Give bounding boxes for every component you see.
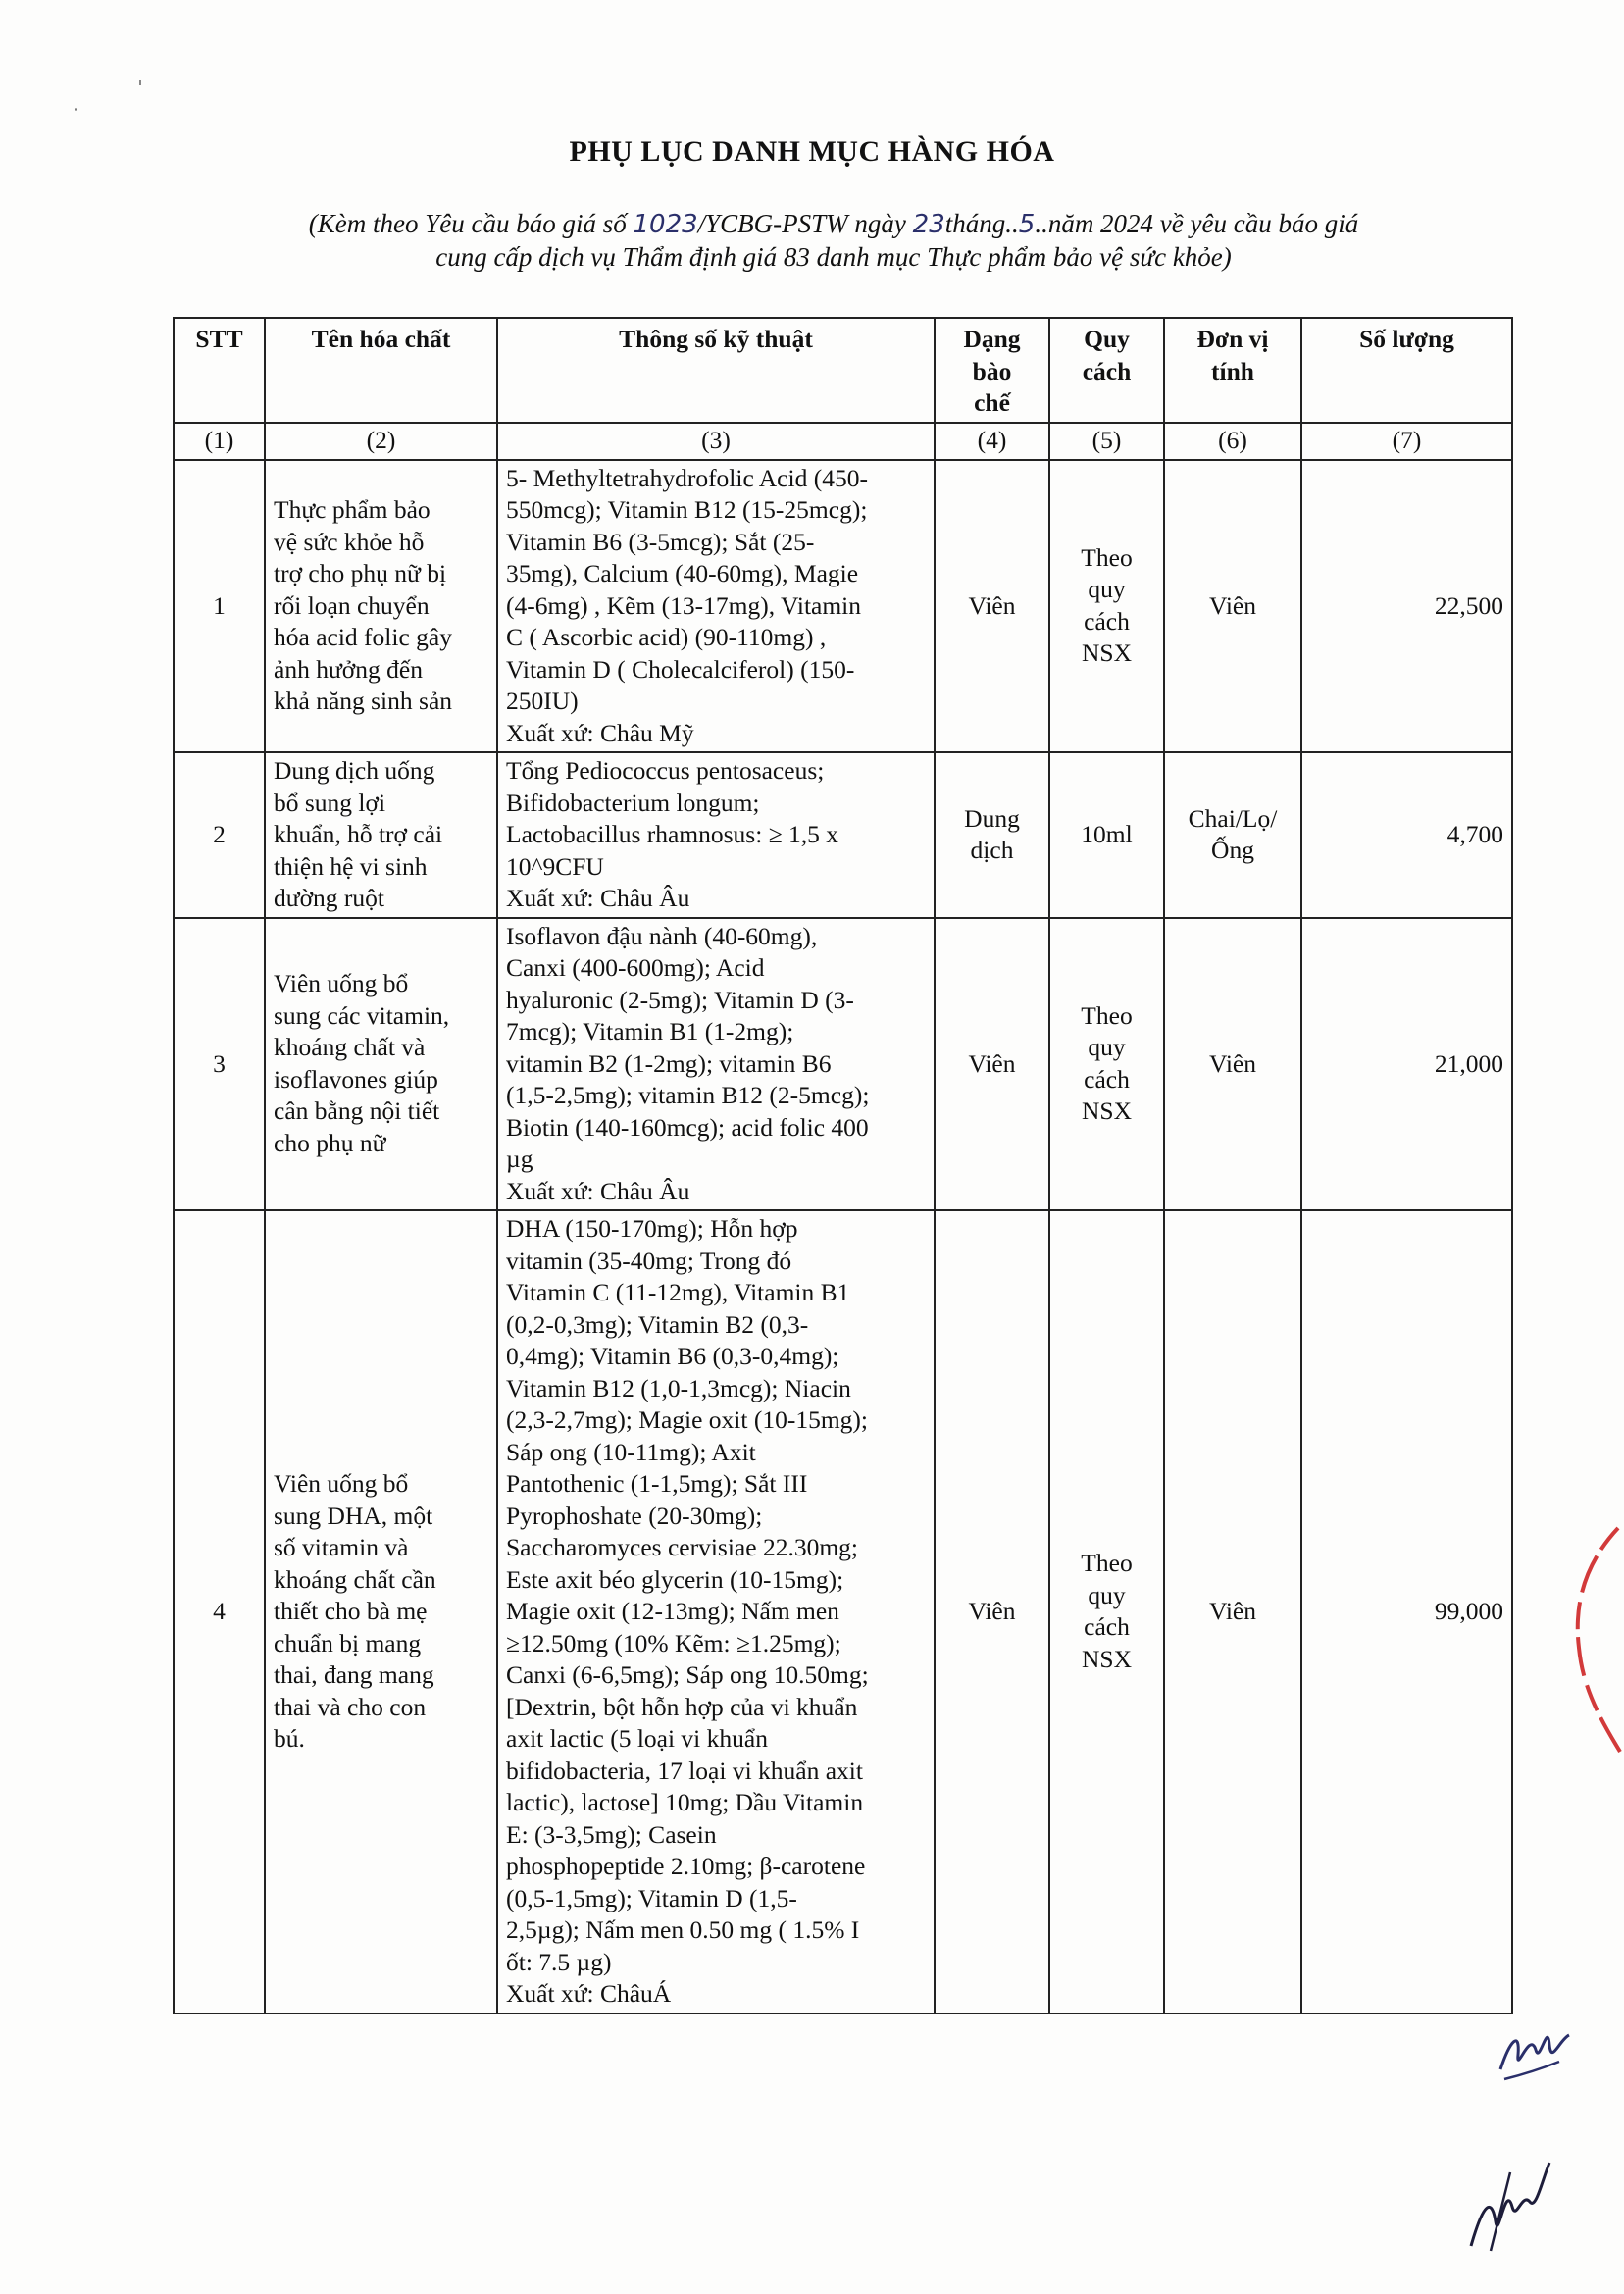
quantity: 21,000 bbox=[1301, 918, 1512, 1211]
technical-spec-line: Vitamin B12 (1,0-1,3mcg); Niacin bbox=[506, 1373, 851, 1402]
technical-spec-line: (1,5-2,5mg); vitamin B12 (2-5mcg); bbox=[506, 1081, 870, 1109]
handwritten-signature bbox=[1451, 2153, 1569, 2261]
table-row bbox=[174, 460, 1512, 753]
unit-line: Chai/Lọ/ bbox=[1188, 803, 1278, 833]
product-name-line: thai, đang mang bbox=[274, 1660, 434, 1689]
unit bbox=[1164, 1210, 1301, 2014]
product-name-line: hóa acid folic gây bbox=[274, 623, 452, 651]
dosage-form-line: Viên bbox=[968, 1597, 1016, 1625]
header-form-line: bào bbox=[972, 356, 1012, 385]
header-unit-line: Đơn vị bbox=[1196, 325, 1269, 353]
dosage-form bbox=[935, 1210, 1049, 2014]
product-name-line: isoflavones giúp bbox=[274, 1064, 438, 1094]
technical-spec-line: Lactobacillus rhamnosus: ≥ 1,5 x bbox=[506, 820, 839, 848]
row-stt: 4 bbox=[174, 1210, 265, 2014]
product-name-line: Viên uống bổ bbox=[274, 969, 409, 998]
packaging-line: Theo bbox=[1081, 1000, 1133, 1030]
header-form-line: Dạng bbox=[963, 325, 1021, 353]
packaging-line: quy bbox=[1088, 1580, 1126, 1609]
technical-spec-line: Tổng Pediococcus pentosaceus; bbox=[506, 756, 825, 785]
header-form-line: chế bbox=[974, 388, 1010, 417]
product-name-line: cân bằng nội tiết bbox=[274, 1096, 440, 1126]
packaging-line: Theo bbox=[1081, 542, 1133, 572]
product-name-line: khoáng chất và bbox=[274, 1033, 426, 1062]
dosage-form bbox=[935, 752, 1049, 918]
technical-spec bbox=[497, 1210, 935, 2014]
technical-spec-line: Sáp ong (10-11mg); Axit bbox=[506, 1437, 756, 1466]
technical-spec-line: [Dextrin, bột hỗn hợp của vi khuẩn bbox=[506, 1692, 858, 1721]
unit bbox=[1164, 460, 1301, 753]
technical-spec-line: ≥12.50mg (10% Kẽm: ≥1.25mg); bbox=[506, 1628, 841, 1657]
technical-spec-line: Canxi (400-600mg); Acid bbox=[506, 953, 765, 982]
dosage-form-line: Dung bbox=[964, 803, 1020, 833]
product-name-line: ảnh hưởng đến bbox=[274, 654, 423, 684]
packaging-line: cách bbox=[1084, 606, 1130, 636]
technical-spec-line: Saccharomyces cervisiae 22.30mg; bbox=[506, 1533, 858, 1561]
subtitle-suffix: ..năm 2024 về yêu cầu báo giá bbox=[1035, 209, 1359, 238]
packaging bbox=[1049, 918, 1164, 1211]
product-name-line: chuẩn bị mang bbox=[274, 1628, 422, 1657]
technical-spec-line: E: (3-3,5mg); Casein bbox=[506, 1819, 717, 1849]
dosage-form-line: dịch bbox=[970, 836, 1014, 865]
packaging bbox=[1049, 460, 1164, 753]
product-name bbox=[265, 1210, 497, 2014]
column-index: (1) bbox=[174, 423, 265, 460]
table-row bbox=[174, 752, 1512, 918]
packaging-line: cách bbox=[1084, 1612, 1130, 1642]
dosage-form-line: Viên bbox=[968, 590, 1016, 620]
column-index: (6) bbox=[1164, 423, 1301, 460]
header-pack-line: cách bbox=[1082, 356, 1132, 385]
column-index: (3) bbox=[497, 423, 935, 460]
product-name-line: khuẩn, hỗ trợ cải bbox=[274, 820, 443, 848]
header-qty: Số lượng bbox=[1301, 318, 1512, 423]
packaging-line: quy bbox=[1088, 1033, 1126, 1062]
quantity: 22,500 bbox=[1301, 460, 1512, 753]
dosage-form bbox=[935, 918, 1049, 1211]
technical-spec-line: C ( Ascorbic acid) (90-110mg) , bbox=[506, 623, 827, 651]
header-unit-line: tính bbox=[1211, 356, 1254, 385]
technical-spec-line: µg bbox=[506, 1145, 533, 1173]
product-name-line: thiện hệ vi sinh bbox=[274, 851, 428, 881]
packaging-line: 10ml bbox=[1081, 820, 1133, 848]
technical-spec-line: 0,4mg); Vitamin B6 (0,3-0,4mg); bbox=[506, 1342, 839, 1370]
header-spec: Thông số kỹ thuật bbox=[497, 318, 935, 423]
product-name-line: trợ cho phụ nữ bị bbox=[274, 559, 447, 587]
packaging-line: cách bbox=[1084, 1064, 1130, 1094]
handwritten-initials bbox=[1491, 2011, 1579, 2089]
table-row bbox=[174, 918, 1512, 1211]
technical-spec-line: Xuất xứ: Châu Âu bbox=[506, 1176, 690, 1205]
technical-spec-line: vitamin (35-40mg; Trong đó bbox=[506, 1246, 792, 1275]
dosage-form-line: Viên bbox=[968, 1048, 1016, 1078]
unit-line: Viên bbox=[1208, 1597, 1257, 1625]
technical-spec-line: (0,2-0,3mg); Vitamin B2 (0,3- bbox=[506, 1309, 809, 1339]
technical-spec bbox=[497, 752, 935, 918]
technical-spec-line: Magie oxit (12-13mg); Nấm men bbox=[506, 1597, 839, 1625]
row-stt: 3 bbox=[174, 918, 265, 1211]
technical-spec-line: Xuất xứ: ChâuÁ bbox=[506, 1979, 672, 2008]
technical-spec-line: Pyrophoshate (20-30mg); bbox=[506, 1501, 763, 1530]
technical-spec-line: phosphopeptide 2.10mg; β-carotene bbox=[506, 1852, 866, 1880]
red-seal-fragment bbox=[1559, 1520, 1624, 1775]
technical-spec-line: 5- Methyltetrahydrofolic Acid (450- bbox=[506, 463, 868, 492]
row-stt: 2 bbox=[174, 752, 265, 918]
technical-spec-line: (0,5-1,5mg); Vitamin D (1,5- bbox=[506, 1883, 797, 1912]
technical-spec-line: Isoflavon đậu nành (40-60mg), bbox=[506, 921, 818, 950]
technical-spec-line: bifidobacteria, 17 loại vi khuẩn axit bbox=[506, 1756, 863, 1785]
technical-spec-line: 550mcg); Vitamin B12 (15-25mcg); bbox=[506, 495, 868, 524]
technical-spec-line: Vitamin B6 (3-5mcg); Sắt (25- bbox=[506, 527, 815, 556]
table-header-row bbox=[174, 318, 1512, 423]
header-form bbox=[935, 318, 1049, 423]
column-index: (5) bbox=[1049, 423, 1164, 460]
technical-spec-line: (4-6mg) , Kẽm (13-17mg), Vitamin bbox=[506, 590, 862, 620]
handwritten-month: 5 bbox=[1018, 210, 1036, 239]
scan-speck bbox=[75, 108, 77, 111]
subtitle-mid2: tháng.. bbox=[944, 209, 1019, 238]
subtitle-mid1: /YCBG-PSTW ngày bbox=[697, 209, 913, 238]
technical-spec-line: Pantothenic (1-1,5mg); Sắt III bbox=[506, 1469, 808, 1498]
technical-spec-line: 10^9CFU bbox=[506, 851, 604, 881]
page-subtitle bbox=[196, 208, 1471, 274]
technical-spec-line: (2,3-2,7mg); Magie oxit (10-15mg); bbox=[506, 1405, 868, 1434]
technical-spec-line: lactic), lactose] 10mg; Dầu Vitamin bbox=[506, 1788, 864, 1816]
product-name-line: khoáng chất cần bbox=[274, 1564, 436, 1594]
subtitle-prefix: (Kèm theo Yêu cầu báo giá số bbox=[308, 209, 634, 238]
product-name-line: vệ sức khỏe hỗ bbox=[274, 527, 425, 556]
product-name-line: khả năng sinh sản bbox=[274, 687, 453, 715]
packaging-line: NSX bbox=[1081, 638, 1132, 668]
product-name bbox=[265, 918, 497, 1211]
technical-spec-line: 7mcg); Vitamin B1 (1-2mg); bbox=[506, 1017, 794, 1045]
product-name bbox=[265, 752, 497, 918]
technical-spec-line: Canxi (6-6,5mg); Sáp ong 10.50mg; bbox=[506, 1660, 869, 1689]
technical-spec-line: 250IU) bbox=[506, 687, 579, 715]
technical-spec-line: hyaluronic (2-5mg); Vitamin D (3- bbox=[506, 985, 854, 1014]
product-name-line: Viên uống bổ bbox=[274, 1469, 409, 1498]
product-name-line: rối loạn chuyển bbox=[274, 590, 430, 620]
dosage-form bbox=[935, 460, 1049, 753]
product-name-line: cho phụ nữ bbox=[274, 1128, 386, 1157]
technical-spec-line: Xuất xứ: Châu Âu bbox=[506, 884, 690, 912]
header-stt: STT bbox=[174, 318, 265, 423]
header-name: Tên hóa chất bbox=[265, 318, 497, 423]
unit-line: Ống bbox=[1211, 836, 1254, 865]
column-index-row bbox=[174, 423, 1512, 460]
technical-spec-line: Xuất xứ: Châu Mỹ bbox=[506, 718, 694, 747]
technical-spec-line: vitamin B2 (1-2mg); vitamin B6 bbox=[506, 1048, 832, 1078]
product-name-line: đường ruột bbox=[274, 884, 385, 912]
packaging bbox=[1049, 1210, 1164, 2014]
technical-spec bbox=[497, 918, 935, 1211]
product-name-line: bổ sung lợi bbox=[274, 788, 386, 817]
header-pack-line: Quy bbox=[1084, 325, 1130, 353]
handwritten-request-number: 1023 bbox=[633, 210, 698, 239]
technical-spec-line: Vitamin C (11-12mg), Vitamin B1 bbox=[506, 1278, 850, 1306]
product-name bbox=[265, 460, 497, 753]
unit bbox=[1164, 918, 1301, 1211]
technical-spec-line: ốt: 7.5 µg) bbox=[506, 1947, 612, 1976]
goods-table bbox=[173, 317, 1513, 2014]
packaging bbox=[1049, 752, 1164, 918]
technical-spec-line: DHA (150-170mg); Hỗn hợp bbox=[506, 1214, 798, 1243]
technical-spec bbox=[497, 460, 935, 753]
subtitle-line2: cung cấp dịch vụ Thẩm định giá 83 danh mục Thực phẩm bảo vệ sức khỏe) bbox=[435, 242, 1232, 272]
column-index: (2) bbox=[265, 423, 497, 460]
product-name-line: sung DHA, một bbox=[274, 1501, 433, 1530]
technical-spec-line: Biotin (140-160mcg); acid folic 400 bbox=[506, 1112, 869, 1142]
technical-spec-line: Bifidobacterium longum; bbox=[506, 788, 760, 817]
product-name-line: Thực phẩm bảo bbox=[274, 495, 431, 524]
packaging-line: quy bbox=[1088, 575, 1126, 604]
product-name-line: sung các vitamin, bbox=[274, 1000, 450, 1030]
column-index: (7) bbox=[1301, 423, 1512, 460]
column-index: (4) bbox=[935, 423, 1049, 460]
product-name-line: Dung dịch uống bbox=[274, 756, 435, 785]
technical-spec-line: Vitamin D ( Cholecalciferol) (150- bbox=[506, 654, 855, 684]
technical-spec-line: 35mg), Calcium (40-60mg), Magie bbox=[506, 559, 859, 587]
packaging-line: NSX bbox=[1081, 1096, 1132, 1126]
table-row bbox=[174, 1210, 1512, 2014]
unit-line: Viên bbox=[1208, 1048, 1257, 1078]
technical-spec-line: Este axit béo glycerin (10-15mg); bbox=[506, 1564, 844, 1594]
scan-speck bbox=[139, 80, 141, 85]
page-title: PHỤ LỤC DANH MỤC HÀNG HÓA bbox=[569, 135, 1055, 168]
header-pack bbox=[1049, 318, 1164, 423]
technical-spec-line: 2,5µg); Nấm men 0.50 mg ( 1.5% I bbox=[506, 1915, 860, 1944]
handwritten-day: 23 bbox=[912, 210, 945, 239]
technical-spec-line: axit lactic (5 loại vi khuẩn bbox=[506, 1724, 768, 1753]
quantity: 4,700 bbox=[1301, 752, 1512, 918]
product-name-line: thiết cho bà mẹ bbox=[274, 1597, 428, 1625]
packaging-line: Theo bbox=[1081, 1549, 1133, 1578]
product-name-line: bú. bbox=[274, 1724, 305, 1753]
unit bbox=[1164, 752, 1301, 918]
packaging-line: NSX bbox=[1081, 1644, 1132, 1673]
unit-line: Viên bbox=[1208, 590, 1257, 620]
header-unit bbox=[1164, 318, 1301, 423]
product-name-line: thai và cho con bbox=[274, 1692, 427, 1721]
row-stt: 1 bbox=[174, 460, 265, 753]
product-name-line: số vitamin và bbox=[274, 1533, 409, 1561]
quantity: 99,000 bbox=[1301, 1210, 1512, 2014]
